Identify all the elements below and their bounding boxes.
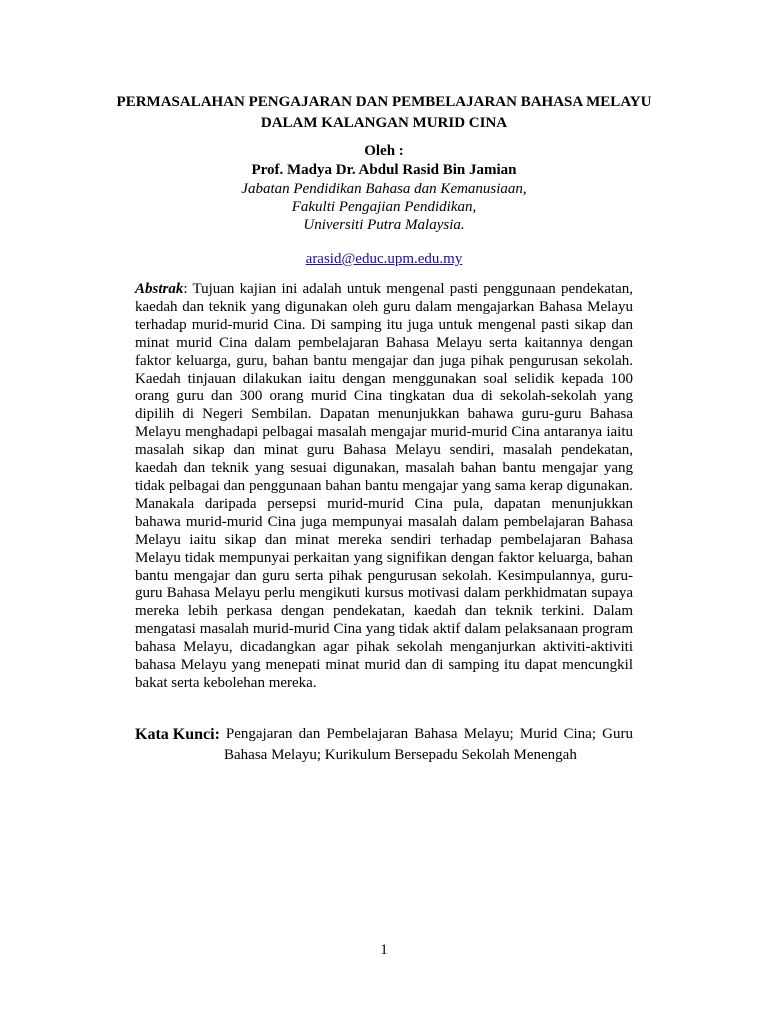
- keywords: [135, 724, 633, 766]
- keywords-line-2: Bahasa Melayu; Kurikulum Bersepadu Sekolah Menengah: [224, 747, 577, 763]
- author-email-container: [96, 249, 672, 269]
- abstract-text: : Tujuan kajian ini adalah untuk mengenal pasti penggunaan pendekatan, kaedah dan teknik yang digunakan oleh guru dalam mengajarkan Bahasa Melayu terhadap murid-murid Cina. Di samping itu juga untuk mengenal pasti sikap dan minat murid Cina dalam pembelajaran Bahasa Melayu serta kaitannya dengan faktor keluarga, guru, bahan bantu mengajar dan juga pihak pengurusan sekolah. Kaedah tinjauan dilakukan iaitu dengan menggunakan soal selidik kepada 100 orang guru dan 300 orang murid Cina tingkatan dua di sekolah-sekolah yang dipilih di Negeri Sembilan. Dapatan menunjukkan bahawa guru-guru Bahasa Melayu menghadapi pelbagai masalah mengajar murid-murid Cina antaranya iaitu masalah sikap dan minat guru Bahasa Melayu sendiri, masalah pendekatan, kaedah dan teknik yang sesuai digunakan, masalah bahan bantu mengajar yang tidak pelbagai dan penggunaan bahan bantu mengajar yang sama kerap digunakan. Manakala daripada persepsi murid-murid Cina pula, dapatan menunjukkan bahawa murid-murid Cina juga mempunyai masalah dalam pembelajaran Bahasa Melayu iaitu sikap dan minat mereka sendiri terhadap pembelajaran Bahasa Melayu tidak mempunyai perkaitan yang signifikan dengan faktor keluarga, bahan bantu mengajar dan guru serta pihak pengurusan sekolah. Kesimpulannya, guru-guru Bahasa Melayu perlu mengikuti kursus motivasi dalam perkhidmatan supaya mereka lebih perkasa dengan pendekatan, kaedah dan teknik terkini. Dalam mengatasi masalah murid-murid Cina yang tidak aktif dalam pelaksanaan program bahasa Melayu, dicadangkan agar pihak sekolah menganjurkan aktiviti-aktiviti bahasa Melayu yang menepati minat murid dan di samping itu dapat mencungkil bakat serta kebolehan mereka.: [135, 281, 633, 691]
- keywords-row-1: [135, 724, 633, 745]
- author-email-link[interactable]: arasid@educ.upm.edu.my: [305, 251, 463, 267]
- title-line-1: PERMASALAHAN PENGAJARAN DAN PEMBELAJARAN BAHASA MELAYU: [116, 94, 652, 110]
- author-name: Prof. Madya Dr. Abdul Rasid Bin Jamian: [251, 162, 517, 178]
- affiliation-department: Jabatan Pendidikan Bahasa dan Kemanusiaan,: [241, 181, 527, 197]
- page-number: 1: [380, 942, 388, 958]
- abstract-label: Abstrak: [135, 281, 184, 297]
- affiliation-university: Universiti Putra Malaysia.: [303, 217, 465, 233]
- affiliation-faculty: Fakulti Pengajian Pendidikan,: [291, 199, 477, 215]
- keywords-label: Kata Kunci:: [135, 726, 220, 743]
- keywords-line-1: Pengajaran dan Pembelajaran Bahasa Melayu; Murid Cina; Guru: [225, 726, 633, 742]
- abstract: [135, 281, 633, 693]
- byline-label: Oleh :: [364, 143, 404, 159]
- title-line-2: DALAM KALANGAN MURID CINA: [260, 115, 508, 131]
- paper-title: [96, 92, 672, 134]
